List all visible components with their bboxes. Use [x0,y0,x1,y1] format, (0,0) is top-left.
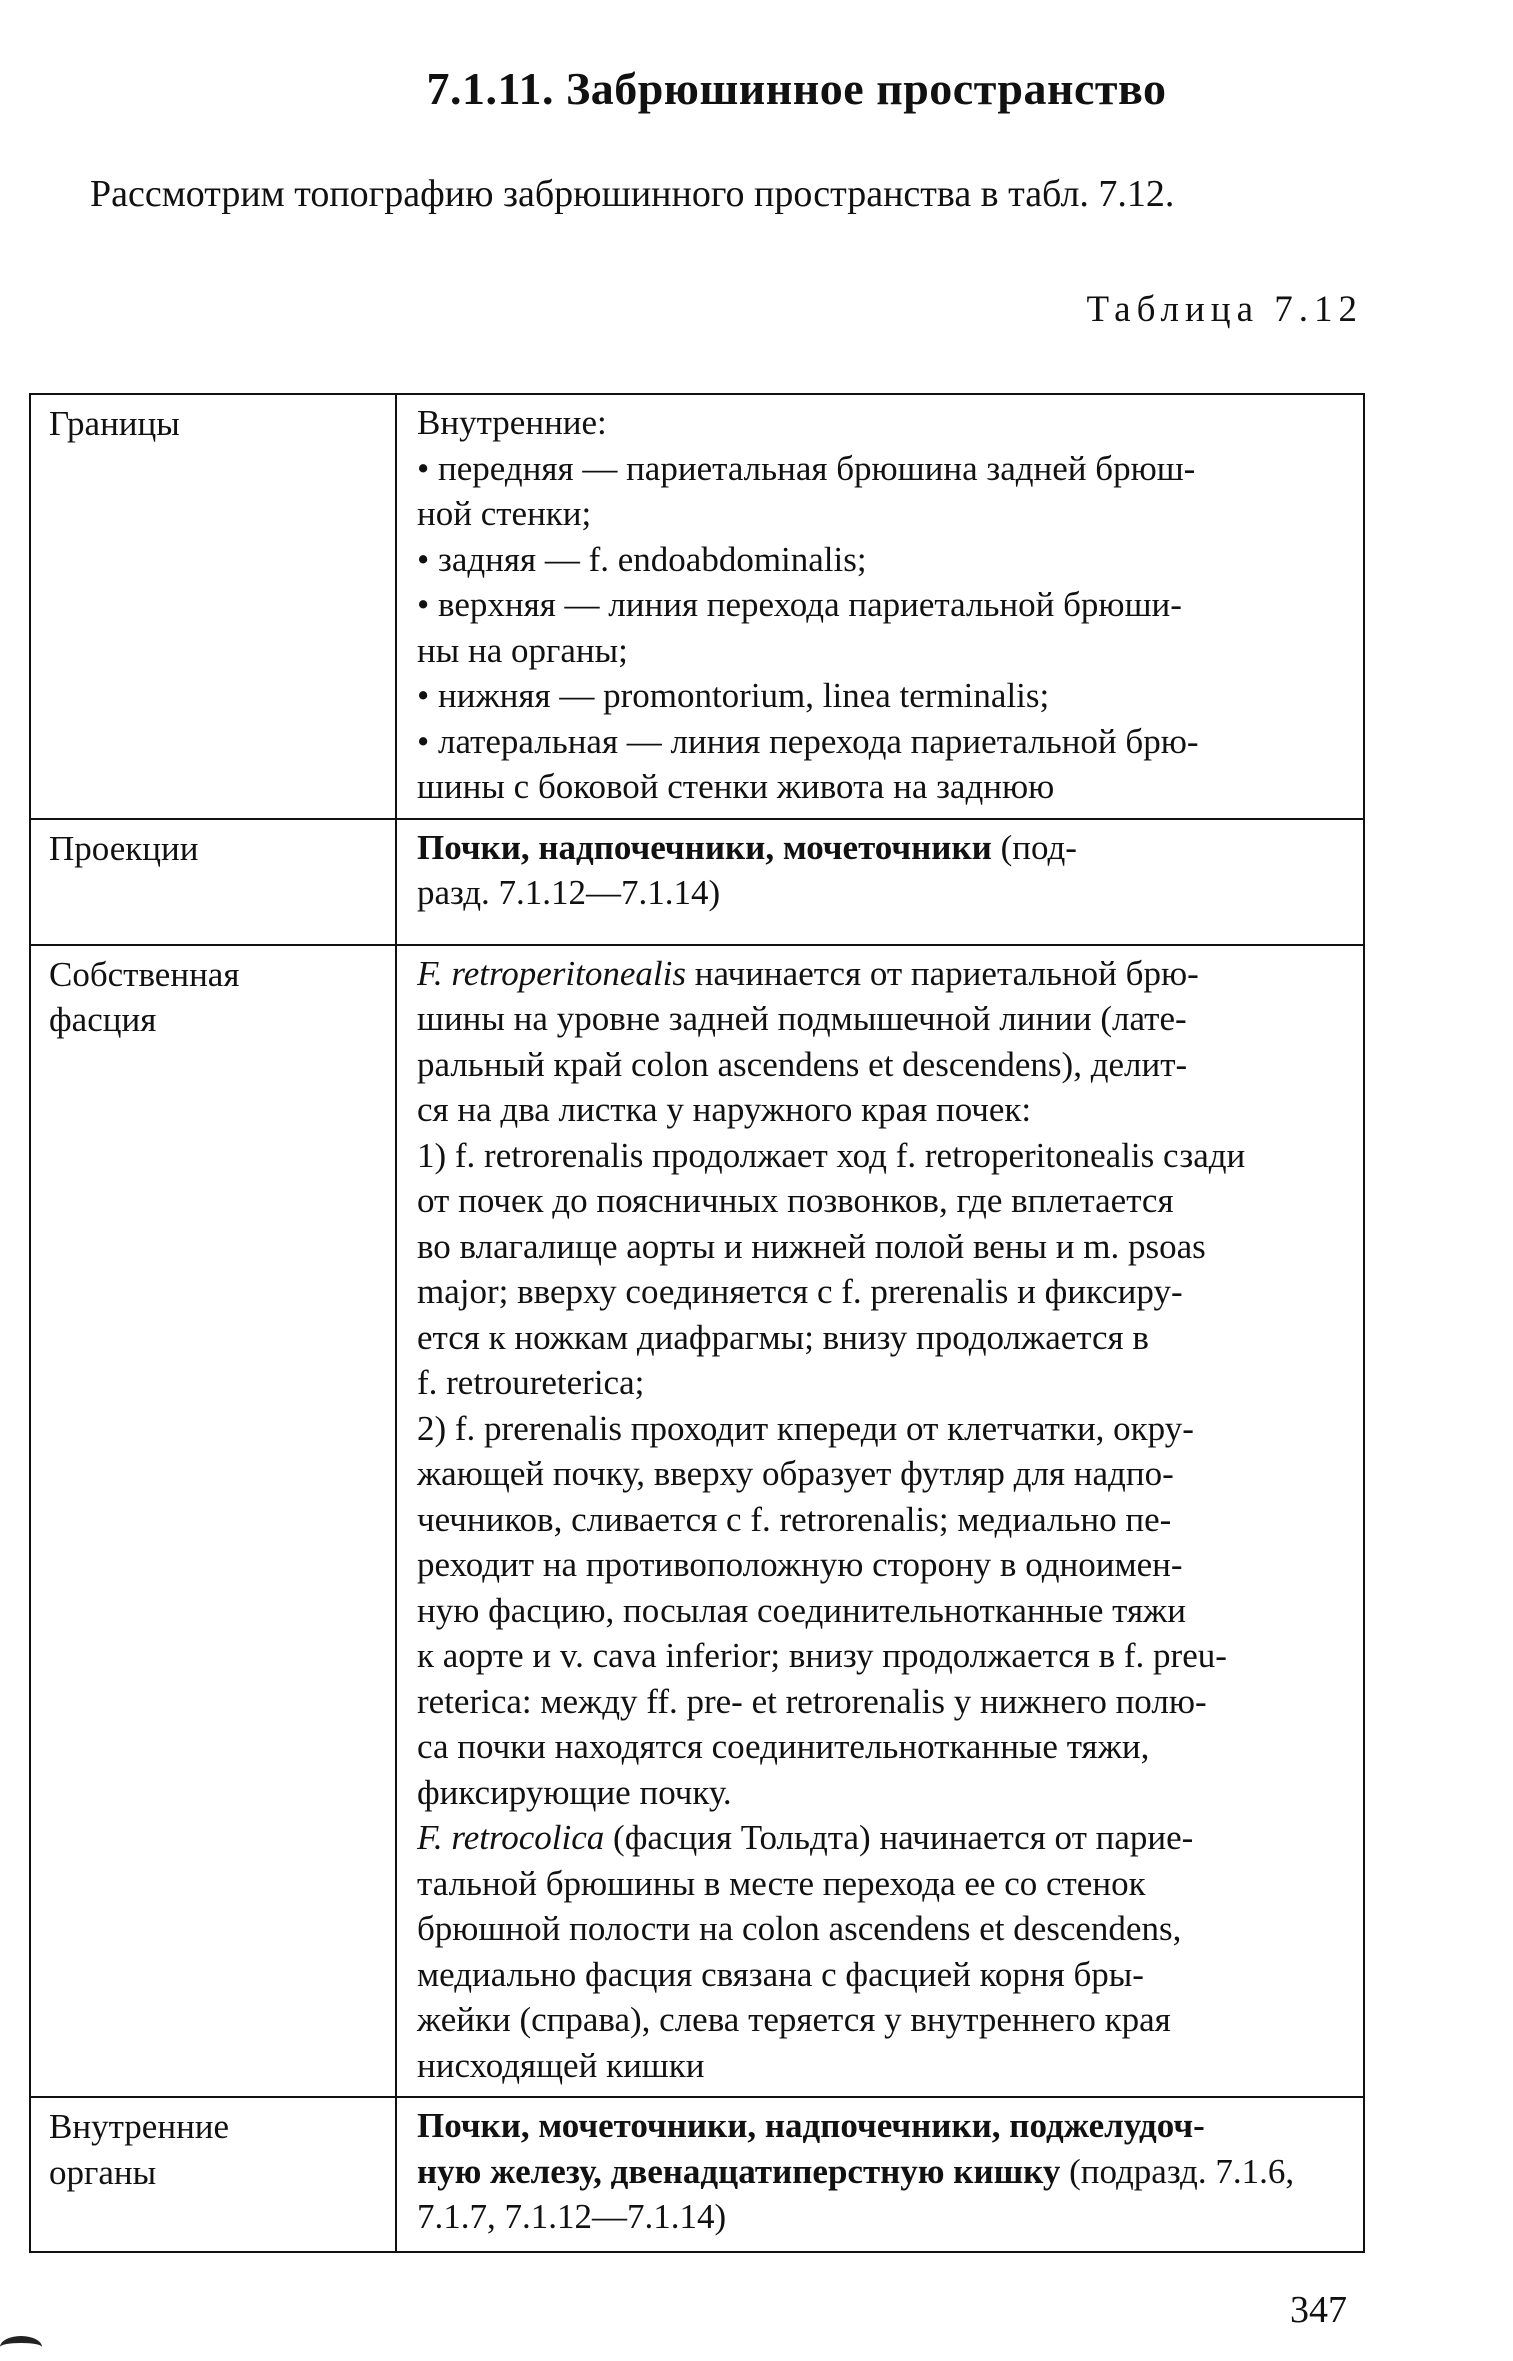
retroperitoneal-table [29,393,1365,2253]
row-label-organs: Внутренние органы [30,2097,396,2252]
projections-line: разд. 7.1.12—7.1.14) [417,873,721,912]
table-row-bounds [30,394,1364,819]
fascia-line: са почки находятся соединительнотканные тяжи, [417,1727,1150,1766]
row-label-projections: Проекции [30,819,396,945]
row-label-bounds: Границы [30,394,396,819]
organs-line: 7.1.7, 7.1.12—7.1.14) [417,2197,727,2236]
fascia-term: F. retrocolica [417,1818,605,1857]
table-row-projections [30,819,1364,945]
fascia-line: reterica: между ff. pre- et retrorenalis у нижнего полю- [417,1681,1207,1721]
row-content-bounds [396,394,1364,819]
fascia-line: жающей почку, вверху образует футляр для надпо- [417,1454,1174,1493]
fascia-line: медиально фасция связана с фасцией корня бры- [417,1954,1144,1994]
bounds-line: • латеральная — линия перехода париетальной брю- [417,721,1199,761]
projections-line: Почки, надпочечники, мочеточники (под- [417,827,1077,867]
fascia-line: 2) f. prerenalis проходит кпереди от клетчатки, окру- [417,1408,1194,1448]
table-row-fascia [30,945,1364,2098]
fascia-line: чечников, сливается с f. retrorenalis; медиально пе- [417,1499,1172,1539]
fascia-line: ся на два листка у наружного края почек: [417,1090,1032,1129]
projections-bold-terms: Почки, надпочечники, мочеточники [417,827,992,867]
fascia-line: ральный край colon ascendens et descendens), делит- [417,1044,1188,1084]
bounds-line: шины с боковой стенки живота на заднюю [417,767,1055,806]
fascia-line: ную фасцию, посылая соединительнотканные тяжи [417,1590,1186,1630]
fascia-line: major; вверху соединяется с f. prerenalis и фиксиру- [417,1272,1183,1311]
fascia-line: во влагалище аорты и нижней полой вены и m. psoas [417,1226,1206,1266]
table-caption: Таблица 7.12 [1086,289,1363,330]
fascia-term: F. retroperitonealis [417,953,686,993]
bounds-line: • верхняя — линия перехода париетальной брюши- [417,585,1182,624]
row-content-projections [396,819,1364,945]
page-edge-mark [0,2336,42,2358]
row-content-organs [396,2097,1364,2252]
bounds-line: • нижняя — promontorium, linea terminalis; [417,676,1050,715]
table-row-organs [30,2097,1364,2252]
fascia-line: жейки (справа), слева теряется у внутреннего края [417,2000,1171,2039]
row-label-fascia: Собственная фасция [30,945,396,2098]
fascia-line: ется к ножкам диафрагмы; внизу продолжается в [417,1317,1149,1357]
fascia-line: реходит на противоположную сторону в одноимен- [417,1545,1183,1584]
fascia-line: f. retroureterica; [417,1363,645,1402]
fascia-line: брюшной полости на colon ascendens et descendens, [417,1909,1182,1948]
fascia-line: нисходящей кишки [417,2045,705,2085]
organs-line: Почки, мочеточники, надпочечники, поджелудоч- [417,2106,1205,2145]
fascia-line: тальной брюшины в месте перехода ее со стенок [417,1863,1146,1903]
fascia-line: F. retrocolica (фасция Тольдта) начинается от парие- [417,1818,1194,1857]
bounds-line: ной стенки; [417,494,592,533]
section-title: 7.1.11. Забрюшинное пространство [426,63,1167,114]
organs-line: ную железу, двенадцатиперстную кишку (подразд. 7.1.6, [417,2151,1295,2191]
bounds-line: ны на органы; [417,630,628,670]
bounds-line: • задняя — f. endoabdominalis; [417,539,867,579]
bounds-heading: Внутренние: [417,403,607,442]
intro-text: Рассмотрим топографию забрюшинного пространства в табл. 7.12. [90,173,1175,215]
row-content-fascia [396,945,1364,2098]
bounds-line: • передняя — париетальная брюшина задней брюш- [417,448,1196,488]
fascia-line: 1) f. retrorenalis продолжает ход f. retroperitonealis сзади [417,1135,1246,1175]
fascia-line: фиксирующие почку. [417,1772,732,1812]
fascia-line: шины на уровне задней подмышечной линии (лате- [417,999,1187,1038]
fascia-line: к аорте и v. cava inferior; внизу продолжается в f. preu- [417,1636,1227,1675]
fascia-line: от почек до поясничных позвонков, где вплетается [417,1181,1174,1220]
fascia-line: F. retroperitonealis начинается от париетальной брю- [417,953,1199,993]
page-number: 347 [1290,2289,1347,2331]
